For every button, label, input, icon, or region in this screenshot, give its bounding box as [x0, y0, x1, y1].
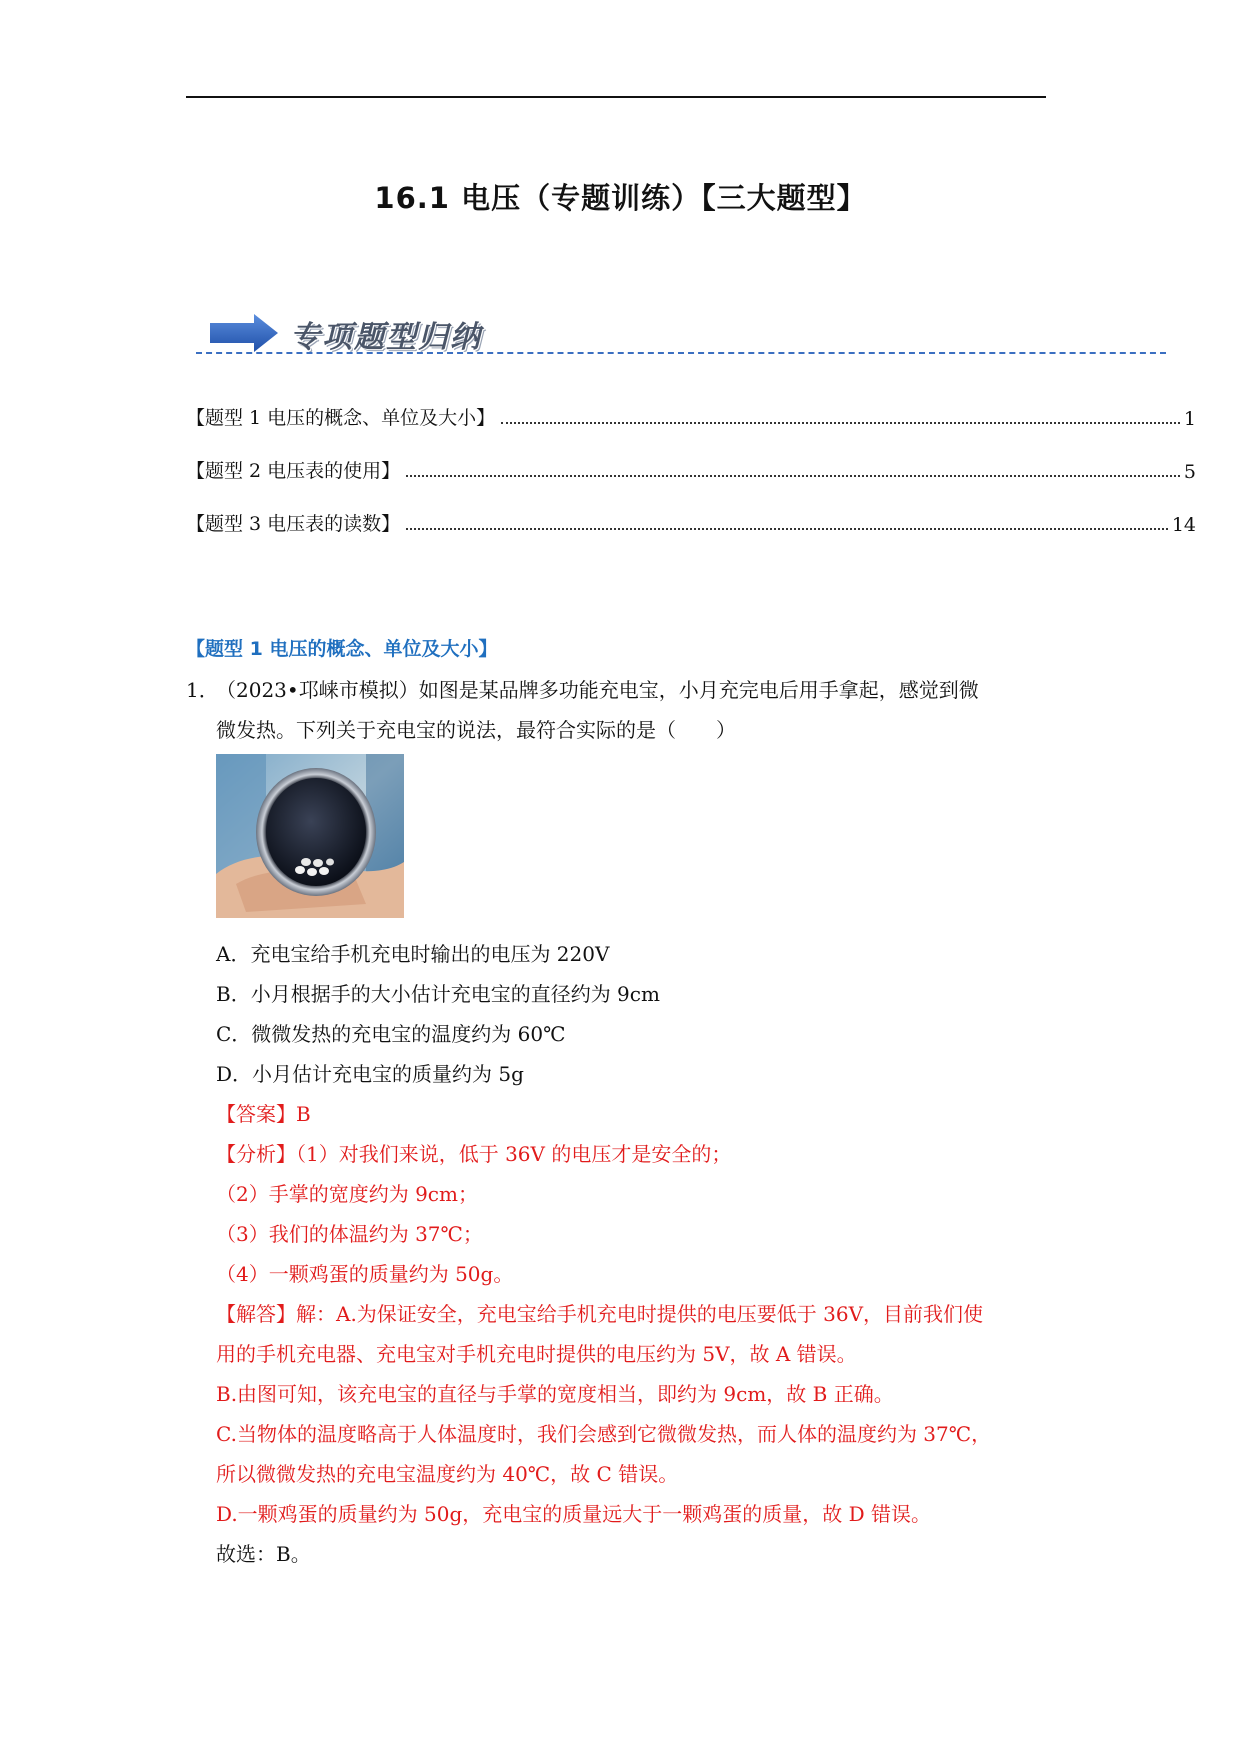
option-c: C．微微发热的充电宝的温度约为 60℃: [216, 1022, 566, 1046]
toc-leader: [501, 421, 1180, 424]
answer-text: 【答案】B: [216, 1102, 311, 1126]
solution-line-4: C.当物体的温度略高于人体温度时，我们会感到它微微发热，而人体的温度约为 37℃，: [216, 1422, 992, 1446]
question-text-line-1: （2023•邛崃市模拟）如图是某品牌多功能充电宝，小月充完电后用手拿起，感觉到微: [216, 678, 979, 702]
question-number: 1．: [186, 678, 219, 702]
conclusion-text: 故选：B。: [216, 1542, 311, 1566]
toc-item-label: 【题型 1 电压的概念、单位及大小】: [186, 407, 496, 429]
toc-item-3[interactable]: [186, 506, 1196, 536]
option-a: A．充电宝给手机充电时输出的电压为 220V: [216, 942, 610, 966]
analysis-line-1: 【分析】（1）对我们来说，低于 36V 的电压才是安全的；: [216, 1142, 732, 1166]
page-title: 16.1 电压（专题训练）【三大题型】: [374, 181, 867, 215]
analysis-line-3: （3）我们的体温约为 37℃；: [216, 1222, 483, 1246]
solution-line-5: 所以微微发热的充电宝温度约为 40℃，故 C 错误。: [216, 1462, 679, 1486]
solution-line-1: 【解答】解：A.为保证安全，充电宝给手机充电时提供的电压要低于 36V，目前我们使: [216, 1302, 984, 1326]
solution-line-2: 用的手机充电器、充电宝对手机充电时提供的电压约为 5V，故 A 错误。: [216, 1342, 857, 1366]
toc-page-number: 5: [1183, 461, 1196, 483]
header-rule: [186, 96, 1046, 98]
arrow-right-icon: [210, 314, 278, 352]
toc-item-2[interactable]: [186, 453, 1196, 483]
analysis-line-4: （4）一颗鸡蛋的质量约为 50g。: [216, 1262, 514, 1286]
analysis-line-2: （2）手掌的宽度约为 9cm；: [216, 1182, 478, 1206]
question-1-stem: [186, 670, 1086, 750]
toc-leader: [406, 474, 1180, 477]
question-text-line-2: 微发热。下列关于充电宝的说法，最符合实际的是（ ）: [216, 718, 736, 742]
power-bank-photo: [216, 754, 404, 918]
banner-divider: [196, 352, 1166, 354]
toc-item-1[interactable]: [186, 400, 1196, 430]
toc-page-number: 1: [1183, 408, 1196, 430]
solution-line-6: D.一颗鸡蛋的质量约为 50g，充电宝的质量远大于一颗鸡蛋的质量，故 D 错误。: [216, 1502, 932, 1526]
toc-leader: [406, 527, 1168, 530]
toc-item-label: 【题型 2 电压表的使用】: [186, 460, 401, 482]
solution-line-3: B.由图可知，该充电宝的直径与手掌的宽度相当，即约为 9cm，故 B 正确。: [216, 1382, 894, 1406]
toc-page-number: 14: [1171, 514, 1196, 536]
option-b: B．小月根据手的大小估计充电宝的直径约为 9cm: [216, 982, 660, 1006]
banner-title: 专项题型归纳: [290, 320, 482, 355]
section-heading: 【题型 1 电压的概念、单位及大小】: [186, 638, 498, 660]
option-d: D．小月估计充电宝的质量约为 5g: [216, 1062, 524, 1086]
toc-item-label: 【题型 3 电压表的读数】: [186, 513, 401, 535]
